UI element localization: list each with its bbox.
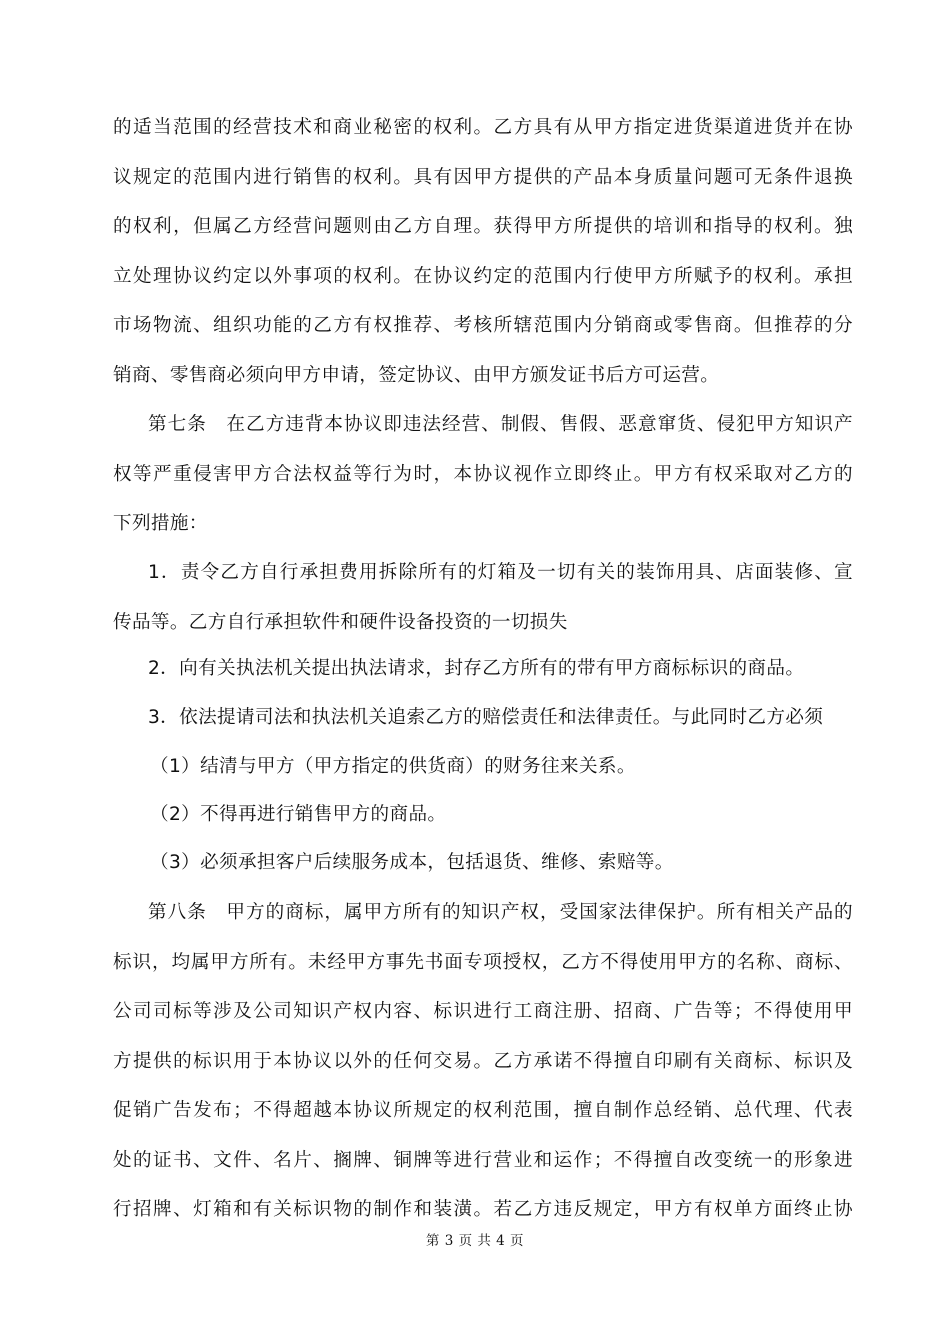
text-line: 下列措施： — [113, 513, 208, 534]
list-item-1: 1．责令乙方自行承担费用拆除所有的灯箱及一切有关的装饰用具、店面装修、宣 — [148, 562, 853, 583]
text-line: 传品等。乙方自行承担软件和硬件设备投资的一切损失 — [113, 612, 568, 633]
text-line: 的适当范围的经营技术和商业秘密的权利。乙方具有从甲方指定进货渠道进货并在协 — [113, 117, 853, 138]
list-item-2: 2．向有关执法机关提出执法请求，封存乙方所有的带有甲方商标标识的商品。 — [148, 658, 805, 679]
text-line: 的权利，但属乙方经营问题则由乙方自理。获得甲方所提供的培训和指导的权利。独 — [113, 216, 853, 237]
text-line: 标识，均属甲方所有。未经甲方事先书面专项授权，乙方不得使用甲方的名称、商标、 — [113, 952, 853, 973]
text-line: 市场物流、组织功能的乙方有权推荐、考核所辖范围内分销商或零售商。但推荐的分 — [113, 315, 853, 336]
text-line: 销商、零售商必须向甲方申请，签定协议、由甲方颁发证书后方可运营。 — [113, 365, 720, 386]
sub-item-3: （3）必须承担客户后续服务成本，包括退货、维修、索赔等。 — [150, 852, 674, 873]
text-line: 权等严重侵害甲方合法权益等行为时，本协议视作立即终止。甲方有权采取对乙方的 — [113, 464, 853, 485]
page-footer: 第 3 页 共 4 页 — [425, 1233, 525, 1249]
article-8-heading-line: 第八条 甲方的商标，属甲方所有的知识产权，受国家法律保护。所有相关产品的 — [148, 902, 853, 923]
text-line: 公司司标等涉及公司知识产权内容、标识进行工商注册、招商、广告等；不得使用甲 — [113, 1001, 853, 1022]
text-line: 行招牌、灯箱和有关标识物的制作和装潢。若乙方违反规定，甲方有权单方面终止协 — [113, 1199, 853, 1220]
list-item-3: 3．依法提请司法和执法机关追索乙方的赔偿责任和法律责任。与此同时乙方必须 — [148, 707, 824, 728]
text-line: 立处理协议约定以外事项的权利。在协议约定的范围内行使甲方所赋予的权利。承担 — [113, 266, 853, 287]
text-line: 促销广告发布；不得超越本协议所规定的权利范围，擅自制作总经销、总代理、代表 — [113, 1100, 853, 1121]
sub-item-1: （1）结清与甲方（甲方指定的供货商）的财务往来关系。 — [150, 756, 636, 777]
text-line: 议规定的范围内进行销售的权利。具有因甲方提供的产品本身质量问题可无条件退换 — [113, 167, 853, 188]
sub-item-2: （2）不得再进行销售甲方的商品。 — [150, 804, 447, 825]
text-line: 方提供的标识用于本协议以外的任何交易。乙方承诺不得擅自印刷有关商标、标识及 — [113, 1051, 853, 1072]
text-line: 处的证书、文件、名片、搁牌、铜牌等进行营业和运作；不得擅自改变统一的形象进 — [113, 1150, 853, 1171]
article-7-heading-line: 第七条 在乙方违背本协议即违法经营、制假、售假、恶意窜货、侵犯甲方知识产 — [148, 414, 853, 435]
